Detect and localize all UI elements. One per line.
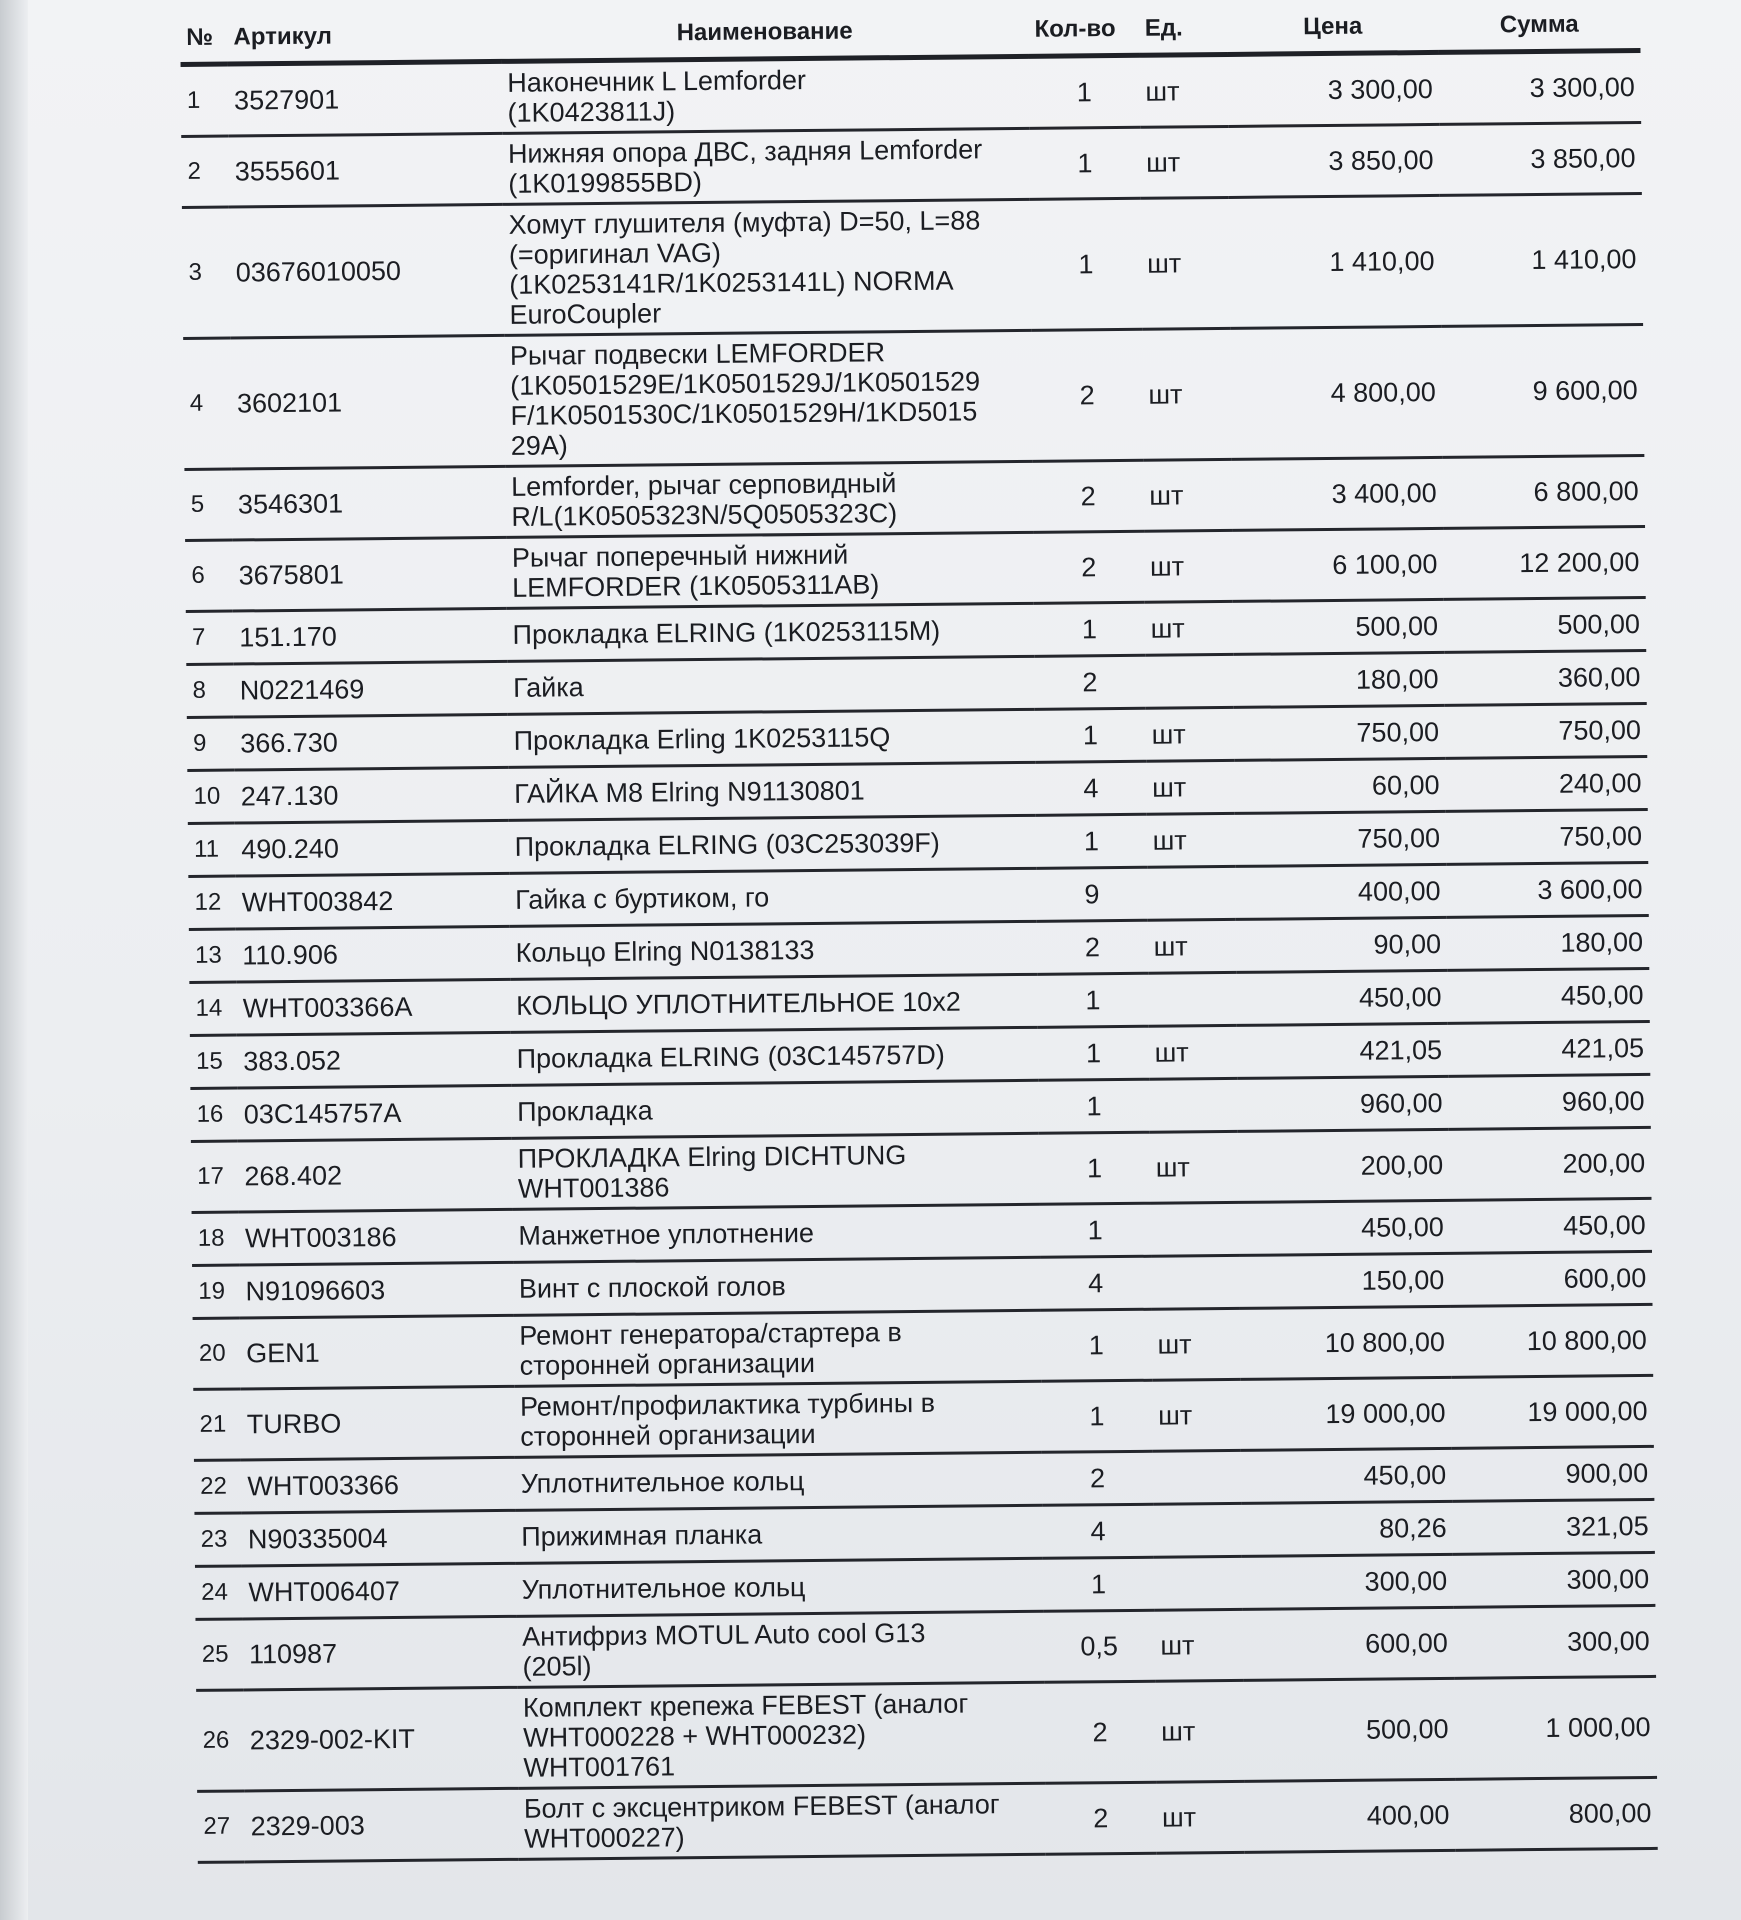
cell-qty: 1 <box>1030 198 1142 330</box>
cell-article: WHT003366A <box>237 979 511 1035</box>
cell-price: 450,00 <box>1236 970 1448 1025</box>
cell-sum: 800,00 <box>1455 1777 1658 1850</box>
cell-price: 3 850,00 <box>1228 124 1440 197</box>
header-price: Цена <box>1227 0 1439 54</box>
cell-name: Болт с эксцентриком FEBEST (аналог WHT000227) <box>518 1783 1046 1859</box>
cell-qty: 2 <box>1035 655 1146 709</box>
cell-sum: 3 600,00 <box>1446 862 1648 917</box>
cell-price: 750,00 <box>1235 811 1447 866</box>
header-unit: Ед. <box>1139 0 1228 55</box>
cell-name: Прижимная планка <box>515 1505 1043 1563</box>
cell-name: Рычаг подвески LEMFORDER (1K0501529E/1K0501529J/1K0501529 F/1K0501530C/1K0501529H/1KD5015 29A) <box>504 330 1033 466</box>
cell-article: TURBO <box>240 1386 514 1460</box>
cell-unit: шт <box>1144 601 1233 655</box>
cell-num: 26 <box>196 1690 244 1791</box>
cell-article: N90335004 <box>242 1510 516 1566</box>
cell-num: 3 <box>182 207 230 338</box>
cell-name: Нижняя опора ДВС, задняя Lemforder (1K0199855BD) <box>502 128 1030 204</box>
header-name: Наименование <box>501 0 1029 61</box>
cell-article: 247.130 <box>235 767 509 823</box>
cell-qty: 1 <box>1034 602 1145 656</box>
cell-sum: 750,00 <box>1445 703 1647 758</box>
table-row <box>182 193 1643 338</box>
cell-name: Прокладка ELRING (03C253039F) <box>508 815 1036 873</box>
cell-qty: 1 <box>1039 1079 1150 1133</box>
cell-unit <box>1147 866 1236 920</box>
cell-qty: 0,5 <box>1044 1610 1155 1682</box>
cell-sum: 3 300,00 <box>1439 50 1642 124</box>
cell-unit: шт <box>1143 459 1232 531</box>
header-num: № <box>180 8 228 65</box>
cell-name: Кольцо Elring N0138133 <box>509 921 1037 979</box>
cell-article: WHT006407 <box>242 1563 516 1619</box>
cell-price: 6 100,00 <box>1232 528 1444 601</box>
cell-qty: 2 <box>1031 329 1143 461</box>
cell-article: GEN1 <box>240 1315 514 1389</box>
cell-article: 3602101 <box>230 335 505 469</box>
cell-num: 21 <box>193 1389 241 1460</box>
header-sum: Сумма <box>1438 0 1641 52</box>
cell-unit: шт <box>1149 1131 1238 1203</box>
cell-qty: 1 <box>1041 1309 1152 1381</box>
cell-article: N0221469 <box>234 661 508 717</box>
cell-num: 15 <box>190 1035 238 1088</box>
cell-name: ГАЙКА M8 Elring N91130801 <box>508 762 1036 820</box>
cell-name: Хомут глушителя (муфта) D=50, L=88 (=оригинал VAG) (1K0253141R/1K0253141L) NORMA EuroCoupler <box>502 199 1031 335</box>
cell-article: 366.730 <box>234 714 508 770</box>
cell-unit <box>1148 972 1237 1026</box>
cell-article: 490.240 <box>235 820 509 876</box>
cell-price: 80,26 <box>1241 1501 1453 1556</box>
cell-sum: 450,00 <box>1450 1198 1652 1253</box>
cell-name: Винт с плоской голов <box>513 1257 1041 1315</box>
cell-qty: 1 <box>1040 1203 1151 1257</box>
cell-qty: 4 <box>1040 1256 1151 1310</box>
cell-sum: 1 410,00 <box>1440 193 1643 326</box>
cell-num: 2 <box>181 136 229 207</box>
cell-price: 150,00 <box>1239 1253 1451 1308</box>
cell-price: 60,00 <box>1234 758 1446 813</box>
cell-sum: 3 850,00 <box>1439 122 1642 195</box>
cell-name: Прокладка ELRING (03C145757D) <box>510 1027 1038 1085</box>
cell-price: 750,00 <box>1234 705 1446 760</box>
cell-num: 1 <box>181 64 229 136</box>
cell-article: 3527901 <box>228 61 502 136</box>
cell-name: Прокладка <box>511 1080 1039 1138</box>
cell-sum: 750,00 <box>1446 809 1648 864</box>
cell-unit: шт <box>1151 1308 1240 1380</box>
cell-unit: шт <box>1145 707 1234 761</box>
cell-sum: 421,05 <box>1448 1021 1650 1076</box>
cell-num: 4 <box>183 338 231 469</box>
cell-unit <box>1153 1503 1242 1557</box>
cell-name: ПРОКЛАДКА Elring DICHTUNG WHT001386 <box>511 1133 1039 1209</box>
cell-num: 13 <box>189 929 237 982</box>
cell-price: 180,00 <box>1233 652 1445 707</box>
cell-num: 12 <box>188 876 236 929</box>
cell-unit <box>1153 1450 1242 1504</box>
cell-sum: 240,00 <box>1445 756 1647 811</box>
cell-unit <box>1149 1078 1238 1132</box>
cell-sum: 1 000,00 <box>1454 1676 1657 1779</box>
cell-article: 151.170 <box>233 608 507 664</box>
cell-unit: шт <box>1148 1025 1237 1079</box>
cell-unit: шт <box>1156 1781 1245 1853</box>
cell-sum: 19 000,00 <box>1451 1375 1654 1448</box>
cell-num: 24 <box>195 1566 243 1619</box>
cell-unit: шт <box>1146 813 1235 867</box>
cell-qty: 1 <box>1041 1380 1152 1452</box>
cell-num: 27 <box>197 1791 245 1862</box>
cell-num: 16 <box>190 1088 238 1141</box>
cell-num: 25 <box>195 1619 243 1690</box>
cell-sum: 12 200,00 <box>1443 526 1646 599</box>
cell-article: 03C145757A <box>238 1085 512 1141</box>
cell-name: Комплект крепежа FEBEST (аналог WHT000228 + WHT000232) WHT001761 <box>517 1682 1046 1788</box>
cell-qty: 9 <box>1037 867 1148 921</box>
cell-article: 3675801 <box>232 537 506 611</box>
cell-num: 23 <box>194 1513 242 1566</box>
cell-qty: 2 <box>1037 920 1148 974</box>
cell-sum: 360,00 <box>1444 650 1646 705</box>
header-article: Артикул <box>227 5 501 64</box>
table-row <box>183 324 1644 469</box>
cell-sum: 200,00 <box>1449 1127 1652 1200</box>
cell-unit: шт <box>1140 126 1229 198</box>
cell-unit: шт <box>1144 530 1233 602</box>
cell-qty: 1 <box>1029 55 1140 128</box>
cell-qty: 4 <box>1036 761 1147 815</box>
cell-unit: шт <box>1154 1609 1243 1681</box>
cell-unit <box>1150 1202 1239 1256</box>
cell-qty: 1 <box>1035 708 1146 762</box>
cell-num: 7 <box>186 611 234 664</box>
cell-sum: 6 800,00 <box>1442 455 1645 528</box>
cell-num: 19 <box>192 1265 240 1318</box>
cell-qty: 2 <box>1044 1681 1155 1783</box>
table-row <box>196 1676 1657 1791</box>
cell-article: WHT003366 <box>241 1457 515 1513</box>
cell-qty: 1 <box>1029 127 1140 199</box>
cell-name: Lemforder, рычаг серповидный R/L(1K0505323N/5Q0505323C) <box>505 461 1033 537</box>
cell-name: Ремонт генератора/стартера в сторонней организации <box>513 1310 1041 1386</box>
cell-qty: 1 <box>1036 814 1147 868</box>
cell-price: 200,00 <box>1238 1129 1450 1202</box>
cell-qty: 4 <box>1043 1504 1154 1558</box>
cell-unit <box>1145 654 1234 708</box>
cell-qty: 1 <box>1038 973 1149 1027</box>
cell-name: Прокладка Erling 1K0253115Q <box>507 709 1035 767</box>
cell-qty: 1 <box>1038 1026 1149 1080</box>
cell-num: 6 <box>185 540 233 611</box>
cell-qty: 1 <box>1043 1557 1154 1611</box>
cell-price: 500,00 <box>1233 599 1445 654</box>
cell-article: 03676010050 <box>229 204 504 338</box>
cell-num: 5 <box>184 469 232 540</box>
cell-qty: 2 <box>1033 531 1144 603</box>
cell-unit: шт <box>1152 1379 1241 1451</box>
cell-name: Ремонт/профилактика турбины в сторонней организации <box>514 1381 1042 1457</box>
cell-num: 11 <box>188 823 236 876</box>
table-row <box>197 1777 1658 1862</box>
header-qty: Кол-во <box>1028 0 1139 56</box>
cell-price: 450,00 <box>1238 1200 1450 1255</box>
cell-price: 450,00 <box>1241 1448 1453 1503</box>
paper-edge-shadow <box>0 0 28 1920</box>
cell-price: 500,00 <box>1243 1678 1455 1781</box>
cell-name: Прокладка ELRING (1K0253115M) <box>506 603 1034 661</box>
cell-price: 400,00 <box>1244 1779 1456 1852</box>
cell-sum: 450,00 <box>1447 968 1649 1023</box>
cell-unit: шт <box>1147 919 1236 973</box>
cell-price: 19 000,00 <box>1240 1377 1452 1450</box>
cell-price: 4 800,00 <box>1230 326 1442 459</box>
cell-unit <box>1151 1255 1240 1309</box>
cell-name: Уплотнительное кольц <box>514 1452 1042 1510</box>
cell-sum: 960,00 <box>1448 1074 1650 1129</box>
cell-name: Гайка с буртиком, го <box>509 868 1037 926</box>
cell-article: 2329-002-KIT <box>243 1687 517 1791</box>
cell-unit: шт <box>1155 1680 1244 1782</box>
cell-sum: 10 800,00 <box>1451 1304 1654 1377</box>
cell-article: N91096603 <box>239 1262 513 1318</box>
cell-price: 90,00 <box>1236 917 1448 972</box>
cell-sum: 9 600,00 <box>1441 324 1644 457</box>
cell-price: 3 400,00 <box>1231 457 1443 530</box>
cell-name: Уплотнительное кольц <box>516 1558 1044 1616</box>
cell-num: 10 <box>187 770 235 823</box>
cell-qty: 1 <box>1039 1132 1150 1204</box>
cell-name: Рычаг поперечный нижний LEMFORDER (1K0505311AB) <box>506 532 1034 608</box>
cell-unit: шт <box>1140 197 1230 329</box>
cell-num: 9 <box>187 717 235 770</box>
cell-price: 10 800,00 <box>1240 1306 1452 1379</box>
cell-name: КОЛЬЦО УПЛОТНИТЕЛЬНОЕ 10x2 <box>510 974 1038 1032</box>
cell-article: WHT003842 <box>236 873 510 929</box>
cell-num: 22 <box>194 1460 242 1513</box>
cell-qty: 2 <box>1033 460 1144 532</box>
cell-sum: 500,00 <box>1444 597 1646 652</box>
cell-num: 14 <box>189 982 237 1035</box>
cell-article: 268.402 <box>238 1138 512 1212</box>
cell-price: 600,00 <box>1242 1607 1454 1680</box>
cell-price: 400,00 <box>1235 864 1447 919</box>
cell-article: 3546301 <box>232 466 506 540</box>
cell-name: Манжетное уплотнение <box>512 1204 1040 1262</box>
cell-price: 300,00 <box>1242 1554 1454 1609</box>
cell-sum: 900,00 <box>1452 1446 1654 1501</box>
cell-name: Наконечник L Lemforder (1K0423811J) <box>501 56 1029 133</box>
cell-num: 20 <box>193 1318 241 1389</box>
cell-qty: 2 <box>1042 1451 1153 1505</box>
cell-sum: 300,00 <box>1453 1552 1655 1607</box>
cell-article: 110987 <box>243 1616 517 1690</box>
cell-num: 17 <box>191 1141 239 1212</box>
cell-num: 18 <box>192 1212 240 1265</box>
cell-article: 2329-003 <box>244 1788 518 1862</box>
cell-name: Антифриз MOTUL Auto cool G13 (205l) <box>516 1611 1044 1687</box>
cell-unit: шт <box>1146 760 1235 814</box>
cell-unit <box>1154 1556 1243 1610</box>
cell-price: 3 300,00 <box>1227 52 1439 126</box>
cell-article: WHT003186 <box>239 1209 513 1265</box>
cell-price: 1 410,00 <box>1229 195 1441 328</box>
cell-article: 383.052 <box>237 1032 511 1088</box>
cell-num: 8 <box>186 664 234 717</box>
cell-sum: 300,00 <box>1453 1605 1656 1678</box>
cell-unit: шт <box>1142 328 1232 460</box>
cell-sum: 321,05 <box>1452 1499 1654 1554</box>
cell-sum: 180,00 <box>1447 915 1649 970</box>
cell-name: Гайка <box>507 656 1035 714</box>
parts-table <box>180 0 1658 1864</box>
cell-article: 110.906 <box>236 926 510 982</box>
cell-article: 3555601 <box>228 133 502 207</box>
cell-qty: 2 <box>1045 1782 1156 1854</box>
cell-price: 421,05 <box>1237 1023 1449 1078</box>
cell-price: 960,00 <box>1237 1076 1449 1131</box>
cell-sum: 600,00 <box>1450 1251 1652 1306</box>
cell-unit: шт <box>1139 54 1228 127</box>
